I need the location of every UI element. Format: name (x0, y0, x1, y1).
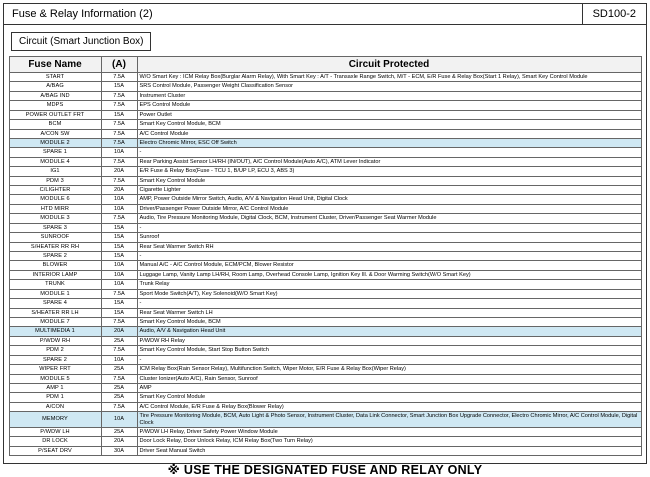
page-header (4, 4, 646, 25)
fuse-name-cell: SPARE 2 (9, 252, 101, 261)
fuse-amp-cell: 15A (101, 82, 137, 91)
circuit-protected-cell: Rear Parking Assist Sensor LH/RH (IN/OUT), A/C Control Module(Auto A/C), ATM Lever Indicator (137, 157, 641, 166)
col-header-amp: (A) (101, 57, 137, 73)
fuse-row (9, 195, 641, 204)
fuse-amp-cell: 15A (101, 233, 137, 242)
fuse-row (9, 270, 641, 279)
fuse-name-cell: SPARE 2 (9, 355, 101, 364)
circuit-protected-cell: E/R Fuse & Relay Box(Fuse - TCU 1, B/UP LP, ECU 3, ABS 3) (137, 167, 641, 176)
fuse-row (9, 148, 641, 157)
circuit-protected-cell: Cluster Ionizer(Auto A/C), Rain Sensor, Sunroof (137, 374, 641, 383)
circuit-protected-cell: P/WDW LH Relay, Driver Safety Power Window Module (137, 428, 641, 437)
fuse-name-cell: AMP 1 (9, 383, 101, 392)
fuse-name-cell: MODULE 6 (9, 195, 101, 204)
fuse-name-cell: PDM 1 (9, 393, 101, 402)
fuse-name-cell: P/WDW RH (9, 336, 101, 345)
fuse-table-body (9, 73, 641, 456)
fuse-row (9, 82, 641, 91)
fuse-row (9, 346, 641, 355)
fuse-name-cell: DR LOCK (9, 437, 101, 446)
fuse-name-cell: A/CON (9, 402, 101, 411)
circuit-protected-cell: - (137, 299, 641, 308)
fuse-amp-cell: 7.5A (101, 129, 137, 138)
fuse-name-cell: P/SEAT DRV (9, 446, 101, 455)
fuse-amp-cell: 20A (101, 437, 137, 446)
fuse-amp-cell: 25A (101, 383, 137, 392)
section-label: Circuit (Smart Junction Box) (11, 32, 151, 51)
circuit-protected-cell: Audio, Tire Pressure Monitoring Module, Digital Clock, BCM, Instrument Cluster, Driver/Passenger Seat Warmer Module (137, 214, 641, 223)
fuse-name-cell: MODULE 5 (9, 374, 101, 383)
fuse-amp-cell: 10A (101, 355, 137, 364)
fuse-row (9, 437, 641, 446)
circuit-protected-cell: Cigarette Lighter (137, 186, 641, 195)
fuse-name-cell: IG1 (9, 167, 101, 176)
fuse-name-cell: WIPER FRT (9, 365, 101, 374)
fuse-name-cell: BCM (9, 120, 101, 129)
fuse-row (9, 157, 641, 166)
circuit-protected-cell: W/O Smart Key : ICM Relay Box(Burglar Alarm Relay), With Smart Key : A/T - Transaxle Range Switch, M/T - ECM, E/R Fuse & Relay Box(Start 1 Relay), Smart Key Control Module (137, 73, 641, 82)
fuse-row (9, 336, 641, 345)
doc-code: SD100-2 (582, 4, 646, 24)
fuse-name-cell: TRUNK (9, 280, 101, 289)
fuse-row (9, 446, 641, 455)
circuit-protected-cell: ICM Relay Box(Rain Sensor Relay), Multifunction Switch, Wiper Motor, E/R Fuse & Relay Box(Wiper Relay) (137, 365, 641, 374)
circuit-protected-cell: Driver Seat Manual Switch (137, 446, 641, 455)
fuse-row (9, 412, 641, 428)
circuit-protected-cell: Rear Seat Warmer Switch LH (137, 308, 641, 317)
fuse-amp-cell: 10A (101, 261, 137, 270)
fuse-name-cell: A/CON SW (9, 129, 101, 138)
circuit-protected-cell: Power Outlet (137, 110, 641, 119)
fuse-amp-cell: 7.5A (101, 73, 137, 82)
fuse-name-cell: P/WDW LH (9, 428, 101, 437)
table-header-row (9, 57, 641, 73)
circuit-protected-cell: Audio, A/V & Navigation Head Unit (137, 327, 641, 336)
circuit-protected-cell: Sport Mode Switch(A/T), Key Solenoid(W/O Smart Key) (137, 289, 641, 298)
fuse-row (9, 91, 641, 100)
fuse-row (9, 365, 641, 374)
fuse-amp-cell: 15A (101, 252, 137, 261)
circuit-protected-cell: - (137, 223, 641, 232)
fuse-name-cell: MODULE 4 (9, 157, 101, 166)
fuse-amp-cell: 7.5A (101, 91, 137, 100)
fuse-amp-cell: 10A (101, 412, 137, 428)
fuse-row (9, 129, 641, 138)
fuse-name-cell: MODULE 7 (9, 317, 101, 326)
circuit-protected-cell: Smart Key Control Module, BCM (137, 120, 641, 129)
fuse-row (9, 355, 641, 364)
fuse-name-cell: POWER OUTLET FRT (9, 110, 101, 119)
fuse-row (9, 120, 641, 129)
fuse-row (9, 167, 641, 176)
footer-note: ※ USE THE DESIGNATED FUSE AND RELAY ONLY (167, 463, 483, 477)
fuse-name-cell: INTERIOR LAMP (9, 270, 101, 279)
fuse-amp-cell: 7.5A (101, 289, 137, 298)
fuse-row (9, 317, 641, 326)
fuse-amp-cell: 10A (101, 270, 137, 279)
fuse-amp-cell: 20A (101, 186, 137, 195)
fuse-name-cell: S/HEATER RR LH (9, 308, 101, 317)
fuse-row (9, 233, 641, 242)
circuit-protected-cell: Smart Key Control Module, Start Stop Button Switch (137, 346, 641, 355)
fuse-name-cell: HTD MIRR (9, 204, 101, 213)
circuit-protected-cell: Tire Pressure Monitoring Module, BCM, Auto Light & Photo Sensor, Instrument Cluster, Data Link Connector, Smart Junction Box Upgrade Connector, Electro Chromic Mirror, A/C Control Module, Digital Clock (137, 412, 641, 428)
circuit-protected-cell: Trunk Relay (137, 280, 641, 289)
fuse-name-cell: BLOWER (9, 261, 101, 270)
circuit-protected-cell: EPS Control Module (137, 101, 641, 110)
fuse-row (9, 252, 641, 261)
fuse-row (9, 428, 641, 437)
fuse-row (9, 110, 641, 119)
fuse-amp-cell: 7.5A (101, 402, 137, 411)
circuit-protected-cell: - (137, 148, 641, 157)
circuit-protected-cell: Luggage Lamp, Vanity Lamp LH/RH, Room Lamp, Overhead Console Lamp, Ignition Key Ill. & Door Warming Switch(W/O Smart Key) (137, 270, 641, 279)
page-title: Fuse & Relay Information (2) (12, 8, 153, 20)
fuse-name-cell: MEMORY (9, 412, 101, 428)
fuse-name-cell: MODULE 1 (9, 289, 101, 298)
fuse-amp-cell: 15A (101, 308, 137, 317)
fuse-name-cell: MODULE 2 (9, 138, 101, 147)
fuse-amp-cell: 7.5A (101, 374, 137, 383)
circuit-protected-cell: Sunroof (137, 233, 641, 242)
circuit-protected-cell: Smart Key Control Module (137, 393, 641, 402)
fuse-amp-cell: 10A (101, 195, 137, 204)
circuit-protected-cell: AMP (137, 383, 641, 392)
fuse-row (9, 280, 641, 289)
fuse-row (9, 223, 641, 232)
fuse-amp-cell: 20A (101, 167, 137, 176)
circuit-protected-cell: Smart Key Control Module, BCM (137, 317, 641, 326)
fuse-name-cell: PDM 3 (9, 176, 101, 185)
fuse-amp-cell: 25A (101, 393, 137, 402)
circuit-protected-cell: A/C Control Module (137, 129, 641, 138)
circuit-protected-cell: AMP, Power Outside Mirror Switch, Audio, A/V & Navigation Head Unit, Digital Clock (137, 195, 641, 204)
circuit-protected-cell: Smart Key Control Module (137, 176, 641, 185)
fuse-table (9, 56, 642, 456)
fuse-row (9, 308, 641, 317)
circuit-protected-cell: SRS Control Module, Passenger Weight Classification Sensor (137, 82, 641, 91)
fuse-amp-cell: 25A (101, 336, 137, 345)
fuse-row (9, 73, 641, 82)
fuse-name-cell: PDM 2 (9, 346, 101, 355)
fuse-amp-cell: 15A (101, 110, 137, 119)
col-header-fuse-name: Fuse Name (9, 57, 101, 73)
circuit-protected-cell: - (137, 355, 641, 364)
circuit-protected-cell: Rear Seat Warmer Switch RH (137, 242, 641, 251)
fuse-row (9, 186, 641, 195)
fuse-name-cell: SPARE 3 (9, 223, 101, 232)
fuse-amp-cell: 25A (101, 428, 137, 437)
circuit-protected-cell: - (137, 252, 641, 261)
fuse-name-cell: START (9, 73, 101, 82)
fuse-amp-cell: 7.5A (101, 138, 137, 147)
fuse-row (9, 299, 641, 308)
fuse-row (9, 393, 641, 402)
fuse-amp-cell: 10A (101, 204, 137, 213)
fuse-name-cell: A/BAG IND (9, 91, 101, 100)
fuse-amp-cell: 7.5A (101, 317, 137, 326)
fuse-row (9, 138, 641, 147)
circuit-protected-cell: Door Lock Relay, Door Unlock Relay, ICM Relay Box(Two Turn Relay) (137, 437, 641, 446)
fuse-amp-cell: 7.5A (101, 120, 137, 129)
manual-page (3, 3, 647, 477)
fuse-amp-cell: 20A (101, 327, 137, 336)
fuse-name-cell: C/LIGHTER (9, 186, 101, 195)
fuse-amp-cell: 15A (101, 299, 137, 308)
fuse-amp-cell: 7.5A (101, 346, 137, 355)
fuse-name-cell: S/HEATER RR RH (9, 242, 101, 251)
fuse-amp-cell: 7.5A (101, 214, 137, 223)
fuse-amp-cell: 15A (101, 223, 137, 232)
circuit-protected-cell: Driver/Passenger Power Outside Mirror, A/C Control Module (137, 204, 641, 213)
fuse-name-cell: SUNROOF (9, 233, 101, 242)
fuse-amp-cell: 7.5A (101, 176, 137, 185)
circuit-protected-cell: A/C Control Module, E/R Fuse & Relay Box(Blower Relay) (137, 402, 641, 411)
fuse-row (9, 289, 641, 298)
section-row (4, 25, 646, 55)
fuse-amp-cell: 10A (101, 148, 137, 157)
fuse-row (9, 214, 641, 223)
fuse-amp-cell: 7.5A (101, 101, 137, 110)
fuse-amp-cell: 10A (101, 280, 137, 289)
fuse-row (9, 176, 641, 185)
fuse-name-cell: MODULE 3 (9, 214, 101, 223)
fuse-row (9, 242, 641, 251)
circuit-protected-cell: Instrument Cluster (137, 91, 641, 100)
circuit-protected-cell: P/WDW RH Relay (137, 336, 641, 345)
fuse-row (9, 402, 641, 411)
fuse-amp-cell: 30A (101, 446, 137, 455)
circuit-protected-cell: Manual A/C - A/C Control Module, ECM/PCM, Blower Resistor (137, 261, 641, 270)
col-header-circuit-protected: Circuit Protected (137, 57, 641, 73)
fuse-name-cell: A/BAG (9, 82, 101, 91)
fuse-name-cell: SPARE 4 (9, 299, 101, 308)
fuse-row (9, 101, 641, 110)
fuse-row (9, 204, 641, 213)
fuse-amp-cell: 7.5A (101, 157, 137, 166)
fuse-row (9, 374, 641, 383)
fuse-name-cell: MDPS (9, 101, 101, 110)
circuit-protected-cell: Electro Chromic Mirror, ESC Off Switch (137, 138, 641, 147)
fuse-row (9, 327, 641, 336)
fuse-amp-cell: 15A (101, 242, 137, 251)
fuse-amp-cell: 25A (101, 365, 137, 374)
fuse-row (9, 261, 641, 270)
fuse-name-cell: MULTIMEDIA 1 (9, 327, 101, 336)
fuse-row (9, 383, 641, 392)
fuse-name-cell: SPARE 1 (9, 148, 101, 157)
